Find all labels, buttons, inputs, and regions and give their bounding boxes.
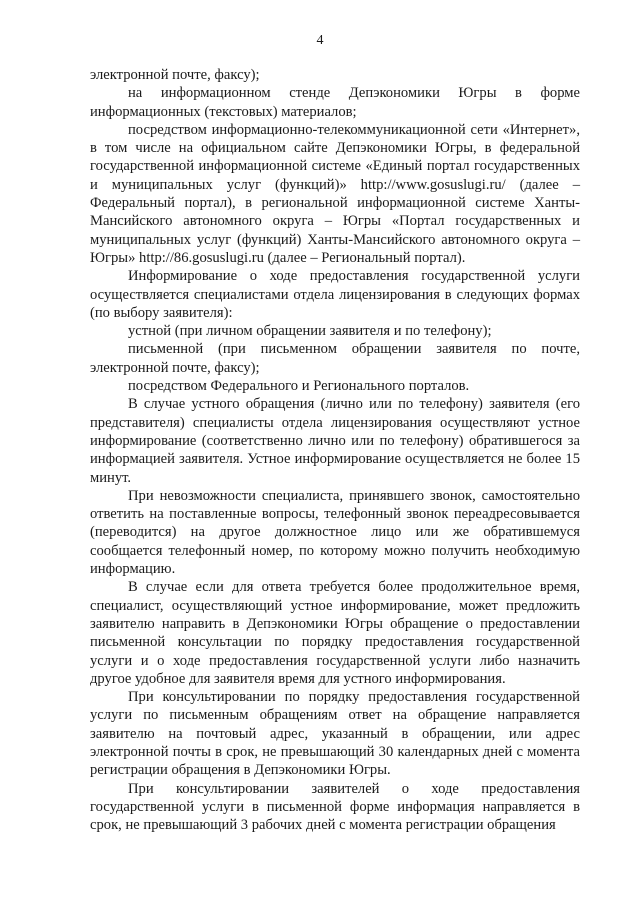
paragraph-internet-portals: посредством информационно-телекоммуникационной сети «Интернет», в том числе на официальном сайте Депэкономики Югры, в федеральной государственной информационной системе «Единый портал государственных и муниципальных услуг (функций)» http://www.gosuslugi.ru/ (далее – Федеральный портал), в региональной информационной системе Ханты-Мансийского автономного округа – Югры «Портал государственных и муниципальных услуг (функций) Ханты-Мансийского автономного округа – Югры» http://86.gosuslugi.ru (далее – Региональный портал). bbox=[90, 121, 580, 266]
paragraph-longer-answer: В случае если для ответа требуется более продолжительное время, специалист, осуществляющий устное информирование, может предложить заявителю направить в Депэкономики Югры обращение о предоставлении письменной консультации по порядку предоставления государственной услуги и о ходе предоставления государственной услуги либо назначить другое удобное для заявителя время для устного информирования. bbox=[90, 579, 580, 687]
paragraph-progress-consultation: При консультировании заявителей о ходе предоставления государственной услуги в письменной форме информация направляется в срок, не превышающий 3 рабочих дней с момента регистрации обращения bbox=[90, 780, 580, 834]
paragraph-informing-forms: Информирование о ходе предоставления государственной услуги осуществляется специалистами отдела лицензирования в следующих формах (по выбору заявителя): bbox=[90, 268, 580, 321]
paragraph-written-consultation: При консультировании по порядку предоставления государственной услуги по письменным обращениям ответ на обращение направляется заявителю на почтовый адрес, указанный в обращении, или адрес электронной почты в срок, не превышающий 30 календарных дней с момента регистрации обращения в Депэкономики Югры. bbox=[90, 689, 580, 779]
paragraph-oral-form: устной (при личном обращении заявителя и по телефону); bbox=[128, 323, 492, 340]
paragraph-contact-continuation: электронной почте, факсу); bbox=[90, 67, 260, 83]
document-body bbox=[90, 66, 580, 834]
paragraph-written-form: письменной (при письменном обращении заявителя по почте, электронной почте, факсу); bbox=[90, 341, 580, 376]
paragraph-info-stand: на информационном стенде Депэкономики Югры в форме информационных (текстовых) материалов; bbox=[90, 85, 580, 120]
paragraph-call-redirect: При невозможности специалиста, принявшего звонок, самостоятельно ответить на поставленные вопросы, телефонный звонок переадресовывается (переводится) на другое должностное лицо или же обратившемуся сообщается телефонный номер, по которому можно получить необходимую информацию. bbox=[90, 487, 580, 578]
page-number: 4 bbox=[316, 33, 324, 48]
paragraph-portals-form: посредством Федерального и Регионального порталов. bbox=[128, 378, 470, 395]
paragraph-oral-request: В случае устного обращения (лично или по телефону) заявителя (его представителя) специалисты отдела лицензирования осуществляют устное информирование (соответственно лично или по телефону) обратившегося за информацией заявителя. Устное информирование осуществляется не более 15 минут. bbox=[90, 396, 580, 486]
